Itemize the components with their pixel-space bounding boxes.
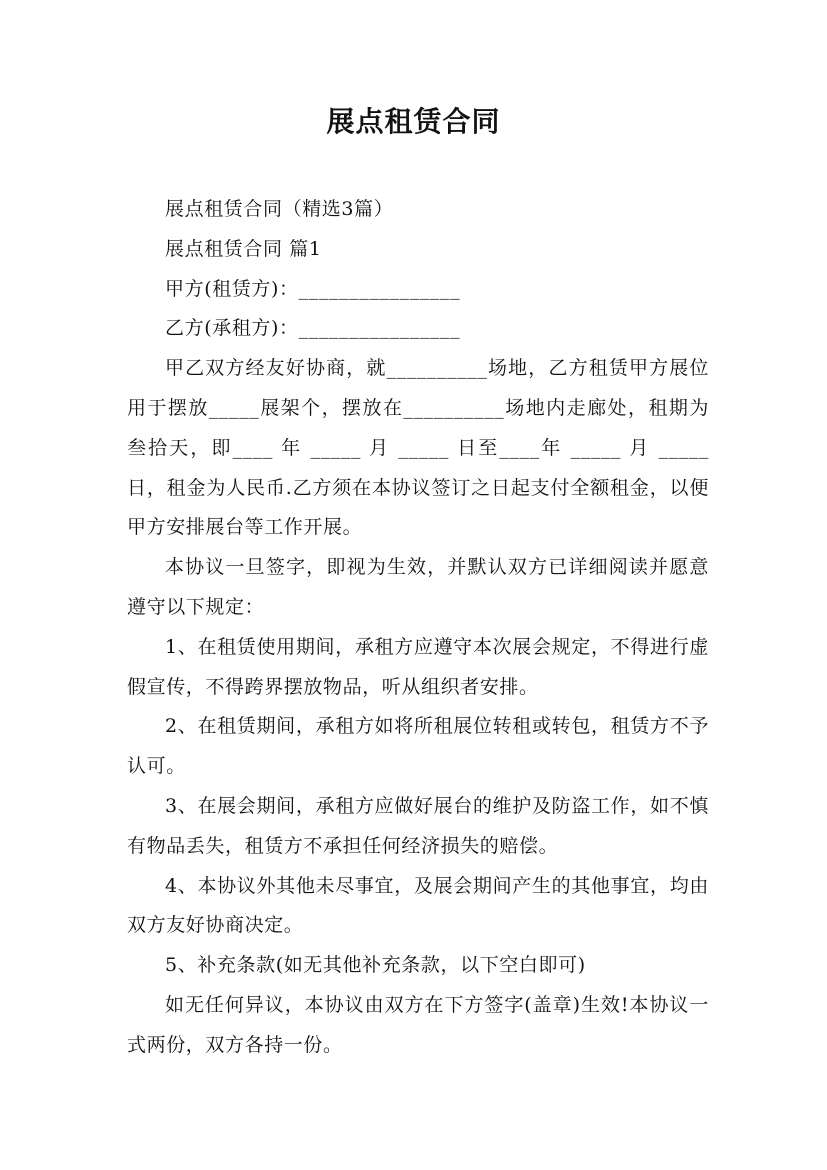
paragraph-section-heading: 展点租赁合同 篇1 — [165, 237, 322, 260]
paragraph-effectiveness: 本协议一旦签字，即视为生效，并默认双方已详细阅读并愿意遵守以下规定： — [127, 556, 709, 618]
paragraph-party-a: 甲方(租赁方)：________________ — [165, 277, 461, 300]
clause-2: 2、在租赁期间，承租方如将所租展位转租或转包，租赁方不予认可。 — [127, 715, 709, 778]
document-title: 展点租赁合同 — [326, 105, 501, 138]
paragraph-subtitle: 展点租赁合同（精选3篇） — [165, 198, 394, 220]
paragraph-party-b: 乙方(承租方)：________________ — [165, 317, 461, 340]
clause-4: 4、本协议外其他未尽事宜，及展会期间产生的其他事宜，均由双方友好协商决定。 — [127, 874, 709, 937]
paragraph-terms: 甲乙双方经友好协商，就__________场地，乙方租赁甲方展位用于摆放_____展架个，摆放在__________场地内走廊处，租期为叁拾天，即____ 年 _____ 月 _____ 日至____年 _____ 月 _____ 日，租金为人民币.乙方须在本协议签订之日起支付全额租金，以便甲方安排展台等工作开展。 — [127, 357, 709, 539]
document-body — [127, 190, 709, 1066]
clause-3: 3、在展会期间，承租方应做好展台的维护及防盗工作，如不慎有物品丢失，租赁方不承担任何经济损失的赔偿。 — [127, 794, 709, 857]
clause-1: 1、在租赁使用期间，承租方应遵守本次展会规定，不得进行虚假宣传，不得跨界摆放物品，听从组织者安排。 — [127, 635, 709, 698]
clause-5: 5、补充条款(如无其他补充条款，以下空白即可) — [165, 954, 586, 977]
paragraph-closing: 如无任何异议，本协议由双方在下方签字(盖章)生效!本协议一式两份，双方各持一份。 — [127, 993, 709, 1056]
